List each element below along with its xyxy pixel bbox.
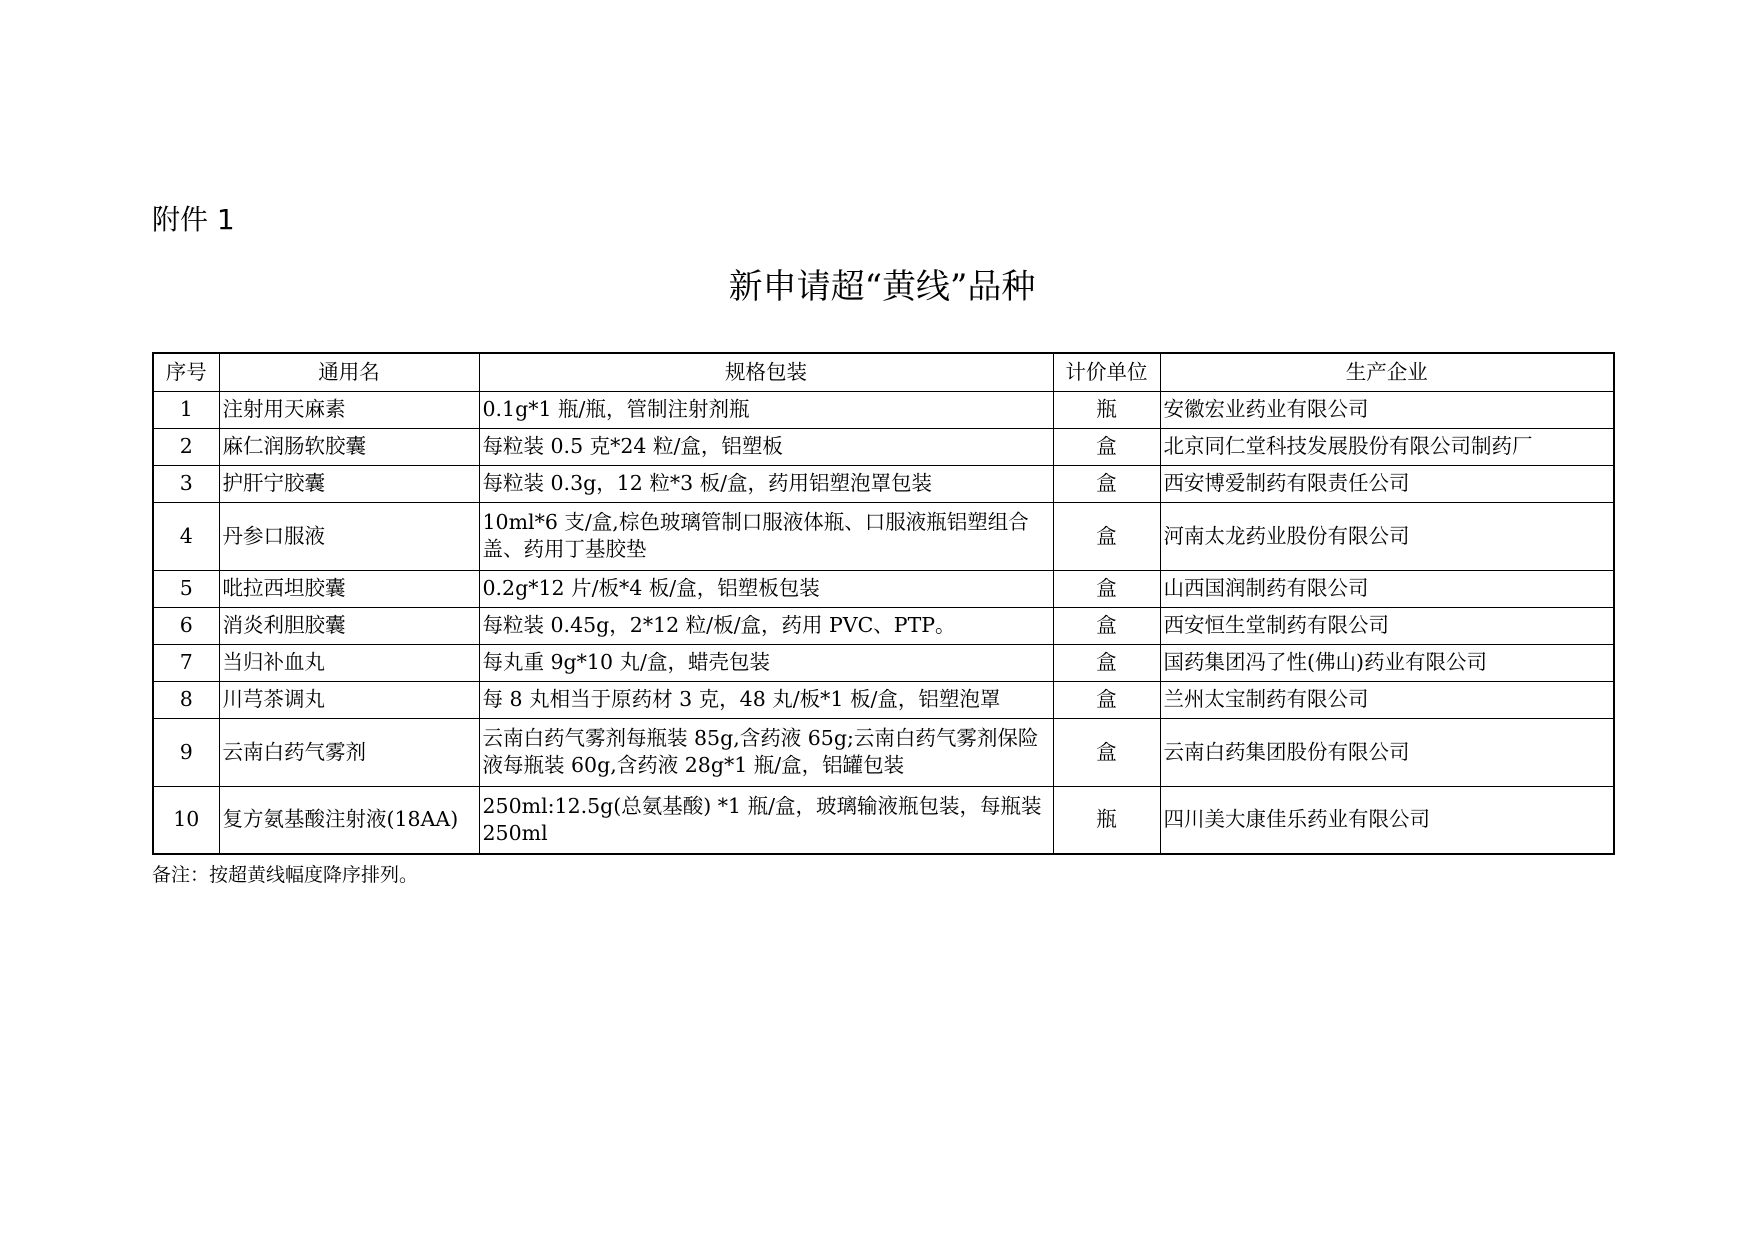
table-row [153, 428, 1614, 465]
row-unit: 盒 [1053, 718, 1160, 786]
row-index: 1 [153, 391, 219, 428]
row-index: 2 [153, 428, 219, 465]
row-name: 丹参口服液 [219, 502, 479, 570]
row-name: 消炎利胆胶囊 [219, 607, 479, 644]
row-name: 护肝宁胶囊 [219, 465, 479, 502]
table-row [153, 465, 1614, 502]
header-maker: 生产企业 [1160, 353, 1614, 391]
row-unit: 盒 [1053, 428, 1160, 465]
footnote: 备注：按超黄线幅度降序排列。 [152, 864, 419, 886]
row-name: 麻仁润肠软胶囊 [219, 428, 479, 465]
row-name: 复方氨基酸注射液(18AA) [219, 786, 479, 854]
attachment-label: 附件 1 [152, 203, 235, 236]
row-unit: 盒 [1053, 644, 1160, 681]
table-row [153, 607, 1614, 644]
row-index: 3 [153, 465, 219, 502]
row-unit: 盒 [1053, 570, 1160, 607]
header-spec: 规格包装 [479, 353, 1053, 391]
row-index: 6 [153, 607, 219, 644]
table-row [153, 644, 1614, 681]
header-index: 序号 [153, 353, 219, 391]
row-spec: 0.2g*12 片/板*4 板/盒，铝塑板包装 [479, 570, 1053, 607]
row-spec: 10ml*6 支/盒,棕色玻璃管制口服液体瓶、口服液瓶铝塑组合盖、药用丁基胶垫 [479, 502, 1053, 570]
row-maker: 西安博爱制药有限责任公司 [1160, 465, 1614, 502]
table-row [153, 502, 1614, 570]
table-row [153, 570, 1614, 607]
table-row [153, 718, 1614, 786]
row-maker: 四川美大康佳乐药业有限公司 [1160, 786, 1614, 854]
row-index: 8 [153, 681, 219, 718]
table-header-row [153, 353, 1614, 391]
row-unit: 盒 [1053, 681, 1160, 718]
row-unit: 盒 [1053, 465, 1160, 502]
row-maker: 安徽宏业药业有限公司 [1160, 391, 1614, 428]
row-name: 川芎茶调丸 [219, 681, 479, 718]
document-title: 新申请超“黄线”品种 [728, 267, 1036, 307]
row-index: 10 [153, 786, 219, 854]
table-row [153, 681, 1614, 718]
row-name: 当归补血丸 [219, 644, 479, 681]
product-table [152, 352, 1615, 855]
row-index: 7 [153, 644, 219, 681]
table-row [153, 786, 1614, 854]
row-name: 云南白药气雾剂 [219, 718, 479, 786]
row-unit: 盒 [1053, 502, 1160, 570]
header-name: 通用名 [219, 353, 479, 391]
row-maker: 西安恒生堂制药有限公司 [1160, 607, 1614, 644]
table-row [153, 391, 1614, 428]
row-index: 5 [153, 570, 219, 607]
row-index: 9 [153, 718, 219, 786]
row-spec: 每粒装 0.3g，12 粒*3 板/盒，药用铝塑泡罩包装 [479, 465, 1053, 502]
row-maker: 北京同仁堂科技发展股份有限公司制药厂 [1160, 428, 1614, 465]
row-maker: 云南白药集团股份有限公司 [1160, 718, 1614, 786]
row-spec: 每 8 丸相当于原药材 3 克，48 丸/板*1 板/盒，铝塑泡罩 [479, 681, 1053, 718]
row-spec: 云南白药气雾剂每瓶装 85g,含药液 65g;云南白药气雾剂保险液每瓶装 60g,含药液 28g*1 瓶/盒，铝罐包装 [479, 718, 1053, 786]
row-spec: 250ml:12.5g(总氨基酸) *1 瓶/盒，玻璃输液瓶包装，每瓶装 250ml [479, 786, 1053, 854]
row-spec: 每粒装 0.45g，2*12 粒/板/盒，药用 PVC、PTP。 [479, 607, 1053, 644]
row-index: 4 [153, 502, 219, 570]
row-name: 吡拉西坦胶囊 [219, 570, 479, 607]
row-maker: 兰州太宝制药有限公司 [1160, 681, 1614, 718]
row-name: 注射用天麻素 [219, 391, 479, 428]
row-spec: 每粒装 0.5 克*24 粒/盒，铝塑板 [479, 428, 1053, 465]
row-maker: 山西国润制药有限公司 [1160, 570, 1614, 607]
row-spec: 每丸重 9g*10 丸/盒，蜡壳包装 [479, 644, 1053, 681]
row-maker: 国药集团冯了性(佛山)药业有限公司 [1160, 644, 1614, 681]
row-unit: 瓶 [1053, 786, 1160, 854]
row-maker: 河南太龙药业股份有限公司 [1160, 502, 1614, 570]
row-spec: 0.1g*1 瓶/瓶，管制注射剂瓶 [479, 391, 1053, 428]
row-unit: 盒 [1053, 607, 1160, 644]
row-unit: 瓶 [1053, 391, 1160, 428]
header-unit: 计价单位 [1053, 353, 1160, 391]
